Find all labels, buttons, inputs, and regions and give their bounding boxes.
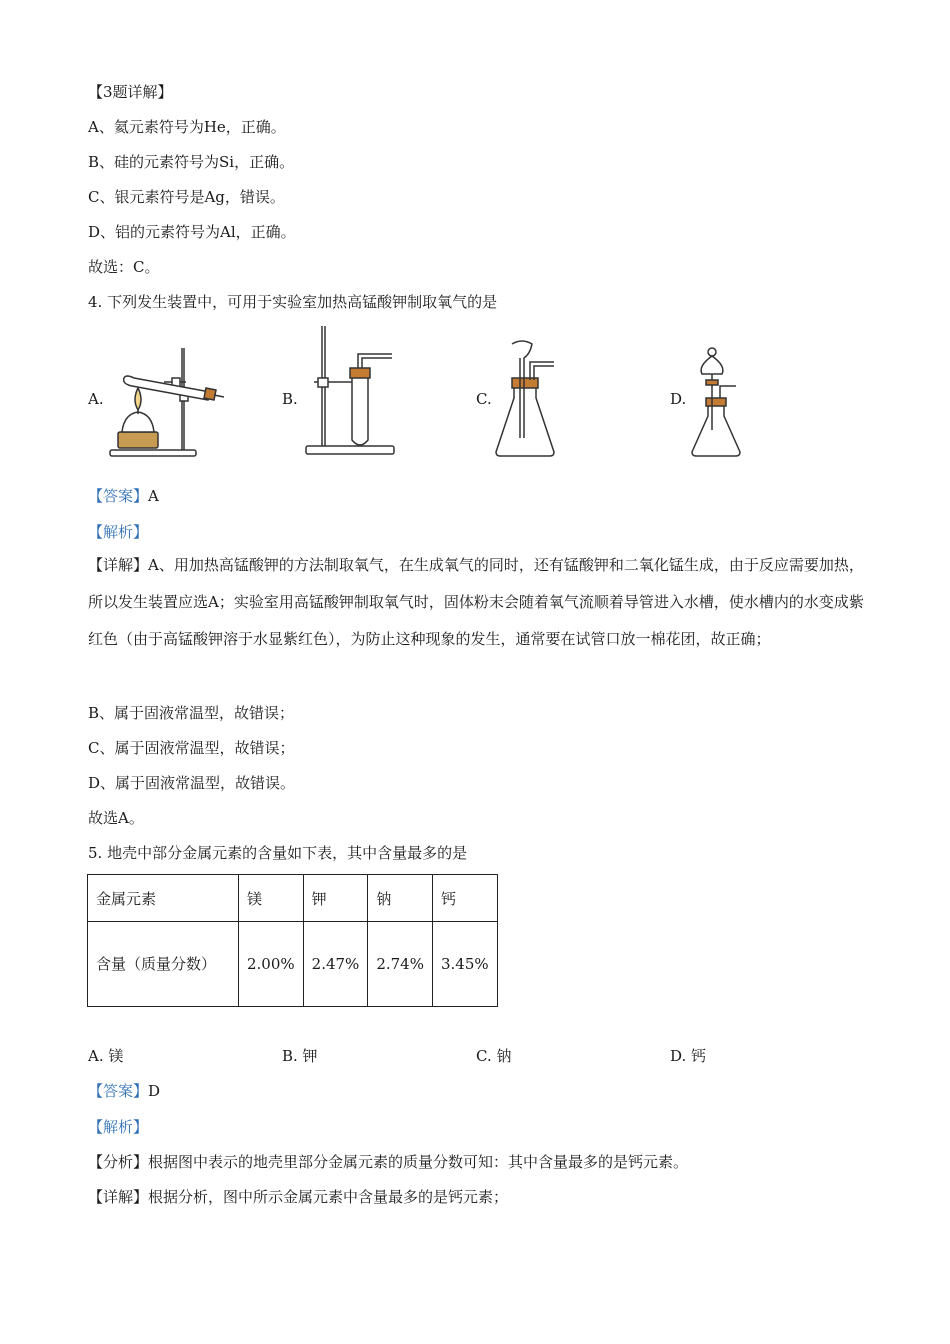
- q5-answer-tag: 【答案】: [88, 1082, 149, 1100]
- q5-option-c: C. 钠: [476, 1047, 512, 1065]
- table-header-cell: 钙: [432, 875, 497, 922]
- q4-option-d-label: D.: [670, 390, 687, 408]
- q4-answer-value: A: [148, 487, 159, 505]
- q4-answer-tag: 【答案】: [88, 487, 149, 505]
- q3-line-d: D、铝的元素符号为Al，正确。: [88, 223, 296, 241]
- table-row-label: 含量（质量分数）: [88, 922, 239, 1007]
- q5-option-b: B. 钾: [282, 1047, 318, 1065]
- q5-analysis-text: 根据图中表示的地壳里部分金属元素的质量分数可知：其中含量最多的是钙元素。: [148, 1153, 689, 1171]
- table-row: [88, 875, 498, 922]
- q5-answer-value: D: [148, 1082, 161, 1100]
- q4-conclusion: 故选A。: [88, 809, 144, 827]
- q5-detail: [88, 1187, 508, 1207]
- apparatus-a-heating-figure: [104, 340, 228, 462]
- table-cell: 2.47%: [303, 922, 368, 1007]
- q5-answer: [88, 1081, 160, 1101]
- q5-question: 5. 地壳中部分金属元素的含量如下表，其中含量最多的是: [88, 844, 468, 862]
- apparatus-d-flask-figure: [688, 340, 752, 460]
- q4-line-b: B、属于固液常温型，故错误；: [88, 704, 295, 722]
- q5-analysis-label: 【分析】: [88, 1153, 149, 1171]
- q4-answer: [88, 486, 159, 506]
- q4-question: 4. 下列发生装置中，可用于实验室加热高锰酸钾制取氧气的是: [88, 293, 498, 311]
- q3-line-a: A、氦元素符号为He，正确。: [88, 118, 286, 136]
- apparatus-c-flask-figure: [490, 340, 560, 460]
- q4-option-a-label: A.: [88, 390, 104, 408]
- q5-option-d: D. 钙: [670, 1047, 707, 1065]
- table-row: [88, 922, 498, 1007]
- q4-detail-text: A、用加热高锰酸钾的方法制取氧气，在生成氧气的同时，还有锰酸钾和二氧化锰生成，由于反应需要加热，所以发生装置应选A；实验室用高锰酸钾制取氧气时，固体粉末会随着氧气流顺着导管进入水槽，使水槽内的水变成紫红色（由于高锰酸钾溶于水显紫红色），为防止这种现象的发生，通常要在试管口放一棉花团，故正确；: [88, 556, 864, 648]
- table-cell: 2.74%: [368, 922, 433, 1007]
- table-header-cell: 钠: [368, 875, 433, 922]
- q5-analysis-tag: 【解析】: [88, 1118, 149, 1136]
- q5-detail-text: 根据分析，图中所示金属元素中含量最多的是钙元素；: [148, 1188, 509, 1206]
- q4-line-d: D、属于固液常温型，故错误。: [88, 774, 296, 792]
- q4-detail-tag: 【详解】: [88, 556, 149, 574]
- q5-analysis: [88, 1152, 688, 1172]
- table-cell: 3.45%: [432, 922, 497, 1007]
- table-header-cell: 钾: [303, 875, 368, 922]
- q4-option-b-label: B.: [282, 390, 298, 408]
- q3-line-b: B、硅的元素符号为Si，正确。: [88, 153, 295, 171]
- q4-analysis-tag: 【解析】: [88, 523, 149, 541]
- q3-line-c: C、银元素符号是Ag，错误。: [88, 188, 285, 206]
- table-header-cell: 镁: [239, 875, 304, 922]
- q3-conclusion: 故选：C。: [88, 258, 160, 276]
- table-cell: 2.00%: [239, 922, 304, 1007]
- q4-detail-paragraph: [88, 547, 868, 658]
- q3-header: 【3题详解】: [88, 83, 173, 101]
- table-header-cell: 金属元素: [88, 875, 239, 922]
- q5-option-a: A. 镁: [88, 1047, 124, 1065]
- q4-option-c-label: C.: [476, 390, 492, 408]
- metal-content-table: [87, 874, 498, 1007]
- q5-detail-tag: 【详解】: [88, 1188, 149, 1206]
- apparatus-b-tube-figure: [300, 322, 400, 460]
- q4-line-c: C、属于固液常温型，故错误；: [88, 739, 295, 757]
